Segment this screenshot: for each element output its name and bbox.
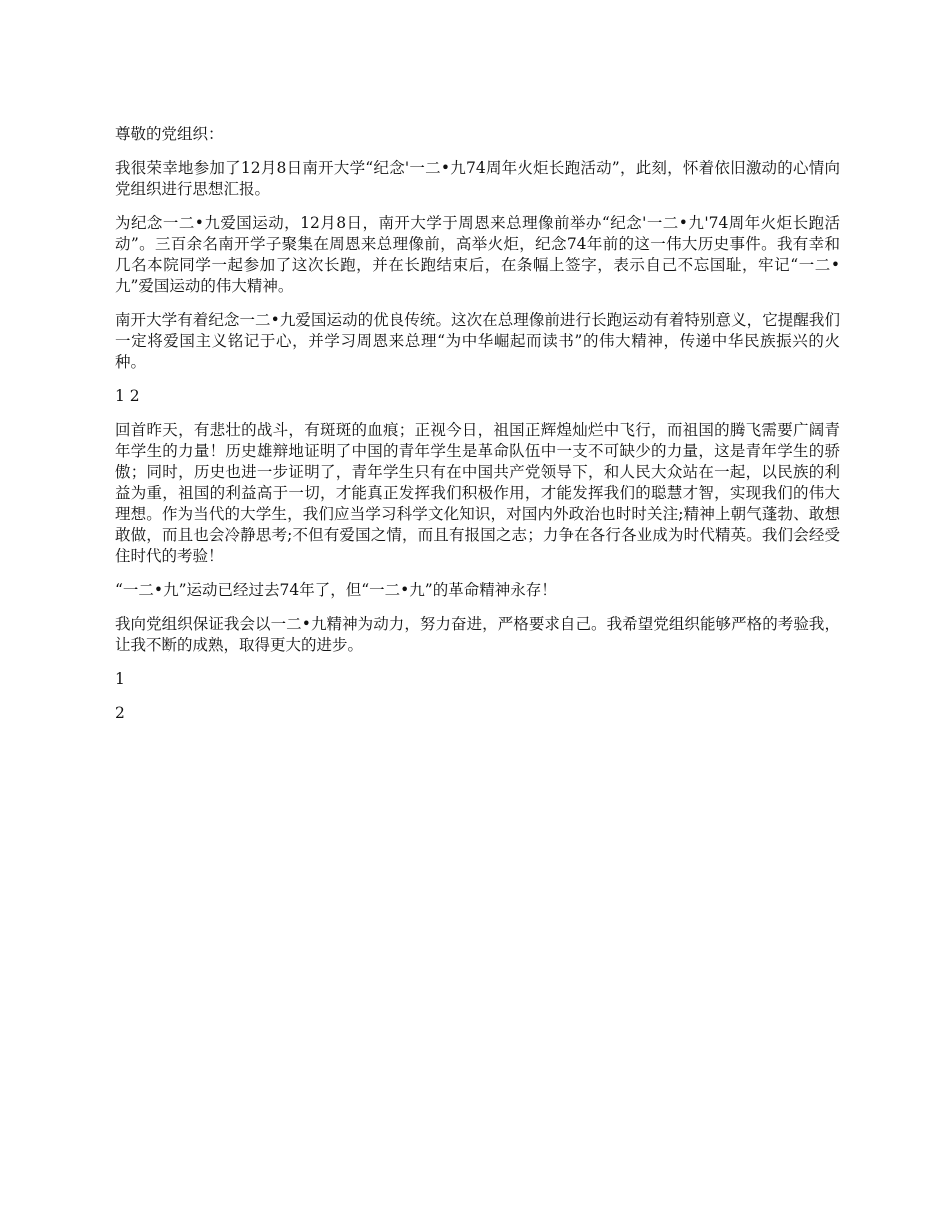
paragraph-intro: 我很荣幸地参加了12月8日南开大学“纪念'一二•九74周年火炬长跑活动”，此刻，怀着依旧激动的心情向党组织进行思想汇报。: [115, 159, 840, 198]
paragraph-pledge: 我向党组织保证我会以一二•九精神为动力，努力奋进，严格要求自己。我希望党组织能够严格的考验我，让我不断的成熟，取得更大的进步。: [115, 615, 840, 654]
paragraph-tradition: 南开大学有着纪念一二•九爱国运动的优良传统。这次在总理像前进行长跑运动有着特别意义，它提醒我们一定将爱国主义铭记于心，并学习周恩来总理“为中华崛起而读书”的伟大精神，传递中华民族振兴的火种。: [115, 311, 840, 371]
salutation: 尊敬的党组织：: [115, 125, 224, 143]
page-marker-1-2: 1 2: [115, 387, 140, 405]
document-body: [115, 124, 840, 737]
page-marker-1: 1: [115, 670, 125, 688]
page-marker-2: 2: [115, 704, 125, 722]
paragraph-event: 为纪念一二•九爱国运动，12月8日，南开大学于周恩来总理像前举办“纪念'一二•九'74周年火炬长跑活动”。三百余名南开学子聚集在周恩来总理像前，高举火炬，纪念74年前的这一伟大历史事件。我有幸和几名本院同学一起参加了这次长跑，并在长跑结束后，在条幅上签字，表示自己不忘国耻，牢记“一二•九”爱国运动的伟大精神。: [115, 214, 840, 295]
paragraph-spirit: “一二•九”运动已经过去74年了，但“一二•九”的革命精神永存！: [115, 581, 557, 599]
paragraph-reflection: 回首昨天，有悲壮的战斗，有斑斑的血痕；正视今日，祖国正辉煌灿烂中飞行，而祖国的腾飞需要广阔青年学生的力量！历史雄辩地证明了中国的青年学生是革命队伍中一支不可缺少的力量，这是青年学生的骄傲；同时，历史也进一步证明了，青年学生只有在中国共产党领导下，和人民大众站在一起，以民族的利益为重，祖国的利益高于一切，才能真正发挥我们积极作用，才能发挥我们的聪慧才智，实现我们的伟大理想。作为当代的大学生，我们应当学习科学文化知识，对国内外政治也时时关注;精神上朝气蓬勃、敢想敢做，而且也会冷静思考;不但有爱国之情，而且有报国之志；力争在各行各业成为时代精英。我们会经受住时代的考验！: [115, 421, 840, 565]
